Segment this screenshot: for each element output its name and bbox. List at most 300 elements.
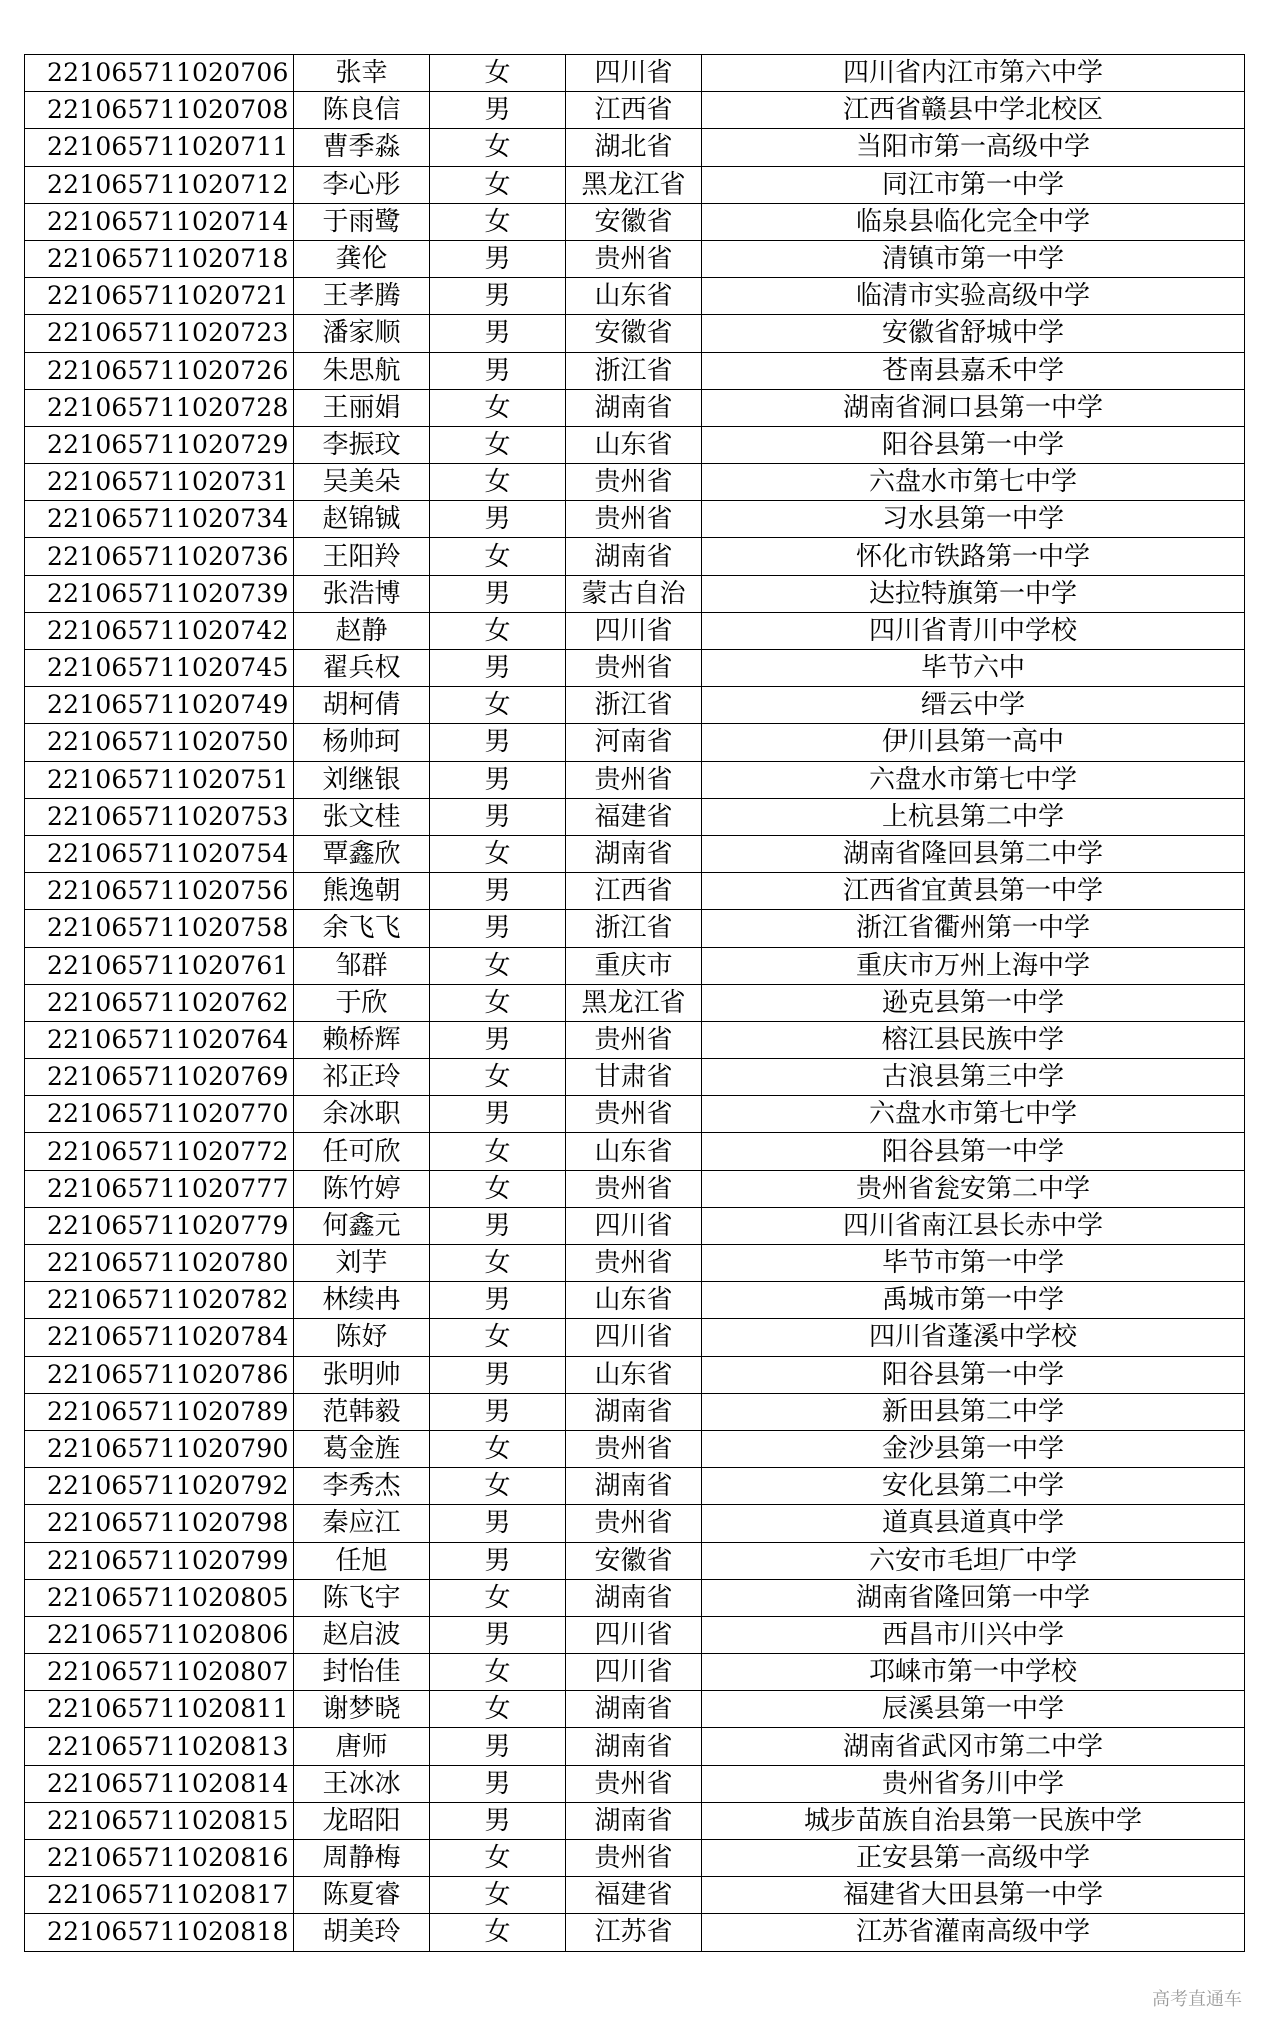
- province-cell: 贵州省: [566, 650, 702, 687]
- school-cell: 上杭县第二中学: [702, 798, 1245, 835]
- student-id-cell: 221065711020750: [25, 724, 294, 761]
- school-cell: 阳谷县第一中学: [702, 426, 1245, 463]
- name-cell: 余飞飞: [294, 910, 430, 947]
- name-cell: 刘继银: [294, 761, 430, 798]
- province-cell: 四川省: [566, 1654, 702, 1691]
- student-id-cell: 221065711020764: [25, 1021, 294, 1058]
- school-cell: 安徽省舒城中学: [702, 315, 1245, 352]
- table-row: [25, 984, 1245, 1021]
- gender-cell: 女: [430, 1468, 566, 1505]
- gender-cell: 女: [430, 1877, 566, 1914]
- name-cell: 杨帅珂: [294, 724, 430, 761]
- gender-cell: 男: [430, 240, 566, 277]
- school-cell: 邛崃市第一中学校: [702, 1654, 1245, 1691]
- school-cell: 六盘水市第七中学: [702, 1096, 1245, 1133]
- table-row: [25, 166, 1245, 203]
- name-cell: 张幸: [294, 55, 430, 92]
- gender-cell: 女: [430, 426, 566, 463]
- gender-cell: 男: [430, 1393, 566, 1430]
- province-cell: 江西省: [566, 92, 702, 129]
- gender-cell: 女: [430, 1245, 566, 1282]
- province-cell: 湖南省: [566, 1393, 702, 1430]
- province-cell: 山东省: [566, 426, 702, 463]
- student-id-cell: 221065711020706: [25, 55, 294, 92]
- name-cell: 陈妤: [294, 1319, 430, 1356]
- name-cell: 王丽娟: [294, 389, 430, 426]
- student-id-cell: 221065711020734: [25, 501, 294, 538]
- student-id-cell: 221065711020817: [25, 1877, 294, 1914]
- table-row: [25, 1319, 1245, 1356]
- school-cell: 六盘水市第七中学: [702, 761, 1245, 798]
- student-id-cell: 221065711020780: [25, 1245, 294, 1282]
- school-cell: 当阳市第一高级中学: [702, 129, 1245, 166]
- school-cell: 四川省青川中学校: [702, 612, 1245, 649]
- student-id-cell: 221065711020782: [25, 1282, 294, 1319]
- name-cell: 范韩毅: [294, 1393, 430, 1430]
- name-cell: 张文桂: [294, 798, 430, 835]
- table-row: [25, 1877, 1245, 1914]
- gender-cell: 男: [430, 278, 566, 315]
- student-id-cell: 221065711020731: [25, 464, 294, 501]
- name-cell: 熊逸朝: [294, 873, 430, 910]
- student-id-cell: 221065711020807: [25, 1654, 294, 1691]
- table-row: [25, 1133, 1245, 1170]
- school-cell: 临清市实验高级中学: [702, 278, 1245, 315]
- province-cell: 浙江省: [566, 910, 702, 947]
- student-id-cell: 221065711020772: [25, 1133, 294, 1170]
- student-id-cell: 221065711020745: [25, 650, 294, 687]
- student-id-cell: 221065711020792: [25, 1468, 294, 1505]
- gender-cell: 女: [430, 129, 566, 166]
- student-id-cell: 221065711020712: [25, 166, 294, 203]
- table-row: [25, 1616, 1245, 1653]
- province-cell: 贵州省: [566, 1430, 702, 1467]
- student-id-cell: 221065711020753: [25, 798, 294, 835]
- table-row: [25, 1728, 1245, 1765]
- gender-cell: 女: [430, 1133, 566, 1170]
- gender-cell: 男: [430, 1207, 566, 1244]
- student-id-cell: 221065711020754: [25, 835, 294, 872]
- gender-cell: 男: [430, 724, 566, 761]
- student-id-cell: 221065711020814: [25, 1765, 294, 1802]
- province-cell: 湖南省: [566, 1691, 702, 1728]
- student-id-cell: 221065711020728: [25, 389, 294, 426]
- province-cell: 湖南省: [566, 1802, 702, 1839]
- school-cell: 禹城市第一中学: [702, 1282, 1245, 1319]
- name-cell: 龙昭阳: [294, 1802, 430, 1839]
- table-row: [25, 910, 1245, 947]
- name-cell: 覃鑫欣: [294, 835, 430, 872]
- table-row: [25, 538, 1245, 575]
- name-cell: 何鑫元: [294, 1207, 430, 1244]
- table-row: [25, 1468, 1245, 1505]
- province-cell: 重庆市: [566, 947, 702, 984]
- school-cell: 毕节市第一中学: [702, 1245, 1245, 1282]
- table-row: [25, 1430, 1245, 1467]
- name-cell: 林续冉: [294, 1282, 430, 1319]
- gender-cell: 男: [430, 761, 566, 798]
- table-row: [25, 1654, 1245, 1691]
- table-row: [25, 798, 1245, 835]
- student-id-cell: 221065711020736: [25, 538, 294, 575]
- student-id-cell: 221065711020816: [25, 1840, 294, 1877]
- student-id-cell: 221065711020751: [25, 761, 294, 798]
- gender-cell: 女: [430, 1059, 566, 1096]
- gender-cell: 女: [430, 166, 566, 203]
- table-row: [25, 1356, 1245, 1393]
- student-id-cell: 221065711020770: [25, 1096, 294, 1133]
- student-id-cell: 221065711020756: [25, 873, 294, 910]
- table-row: [25, 761, 1245, 798]
- name-cell: 封怡佳: [294, 1654, 430, 1691]
- name-cell: 胡柯倩: [294, 687, 430, 724]
- gender-cell: 男: [430, 501, 566, 538]
- student-id-cell: 221065711020762: [25, 984, 294, 1021]
- student-id-cell: 221065711020789: [25, 1393, 294, 1430]
- name-cell: 赵静: [294, 612, 430, 649]
- student-id-cell: 221065711020711: [25, 129, 294, 166]
- province-cell: 黑龙江省: [566, 984, 702, 1021]
- province-cell: 福建省: [566, 1877, 702, 1914]
- province-cell: 贵州省: [566, 501, 702, 538]
- province-cell: 甘肃省: [566, 1059, 702, 1096]
- table-row: [25, 315, 1245, 352]
- table-row: [25, 1691, 1245, 1728]
- school-cell: 安化县第二中学: [702, 1468, 1245, 1505]
- gender-cell: 男: [430, 1021, 566, 1058]
- school-cell: 毕节六中: [702, 650, 1245, 687]
- province-cell: 贵州省: [566, 1765, 702, 1802]
- gender-cell: 男: [430, 873, 566, 910]
- province-cell: 黑龙江省: [566, 166, 702, 203]
- name-cell: 葛金旌: [294, 1430, 430, 1467]
- name-cell: 龚伦: [294, 240, 430, 277]
- school-cell: 江苏省灌南高级中学: [702, 1914, 1245, 1951]
- school-cell: 清镇市第一中学: [702, 240, 1245, 277]
- table-row: [25, 501, 1245, 538]
- student-id-cell: 221065711020758: [25, 910, 294, 947]
- school-cell: 四川省内江市第六中学: [702, 55, 1245, 92]
- school-cell: 西昌市川兴中学: [702, 1616, 1245, 1653]
- school-cell: 六安市毛坦厂中学: [702, 1542, 1245, 1579]
- school-cell: 达拉特旗第一中学: [702, 575, 1245, 612]
- table-row: [25, 1170, 1245, 1207]
- province-cell: 蒙古自治: [566, 575, 702, 612]
- student-id-cell: 221065711020739: [25, 575, 294, 612]
- gender-cell: 女: [430, 1914, 566, 1951]
- gender-cell: 女: [430, 538, 566, 575]
- province-cell: 河南省: [566, 724, 702, 761]
- gender-cell: 女: [430, 947, 566, 984]
- school-cell: 道真县道真中学: [702, 1505, 1245, 1542]
- table-row: [25, 426, 1245, 463]
- table-row: [25, 873, 1245, 910]
- school-cell: 金沙县第一中学: [702, 1430, 1245, 1467]
- name-cell: 李振玟: [294, 426, 430, 463]
- province-cell: 四川省: [566, 612, 702, 649]
- student-id-cell: 221065711020818: [25, 1914, 294, 1951]
- school-cell: 四川省南江县长赤中学: [702, 1207, 1245, 1244]
- school-cell: 贵州省瓮安第二中学: [702, 1170, 1245, 1207]
- name-cell: 赵启波: [294, 1616, 430, 1653]
- school-cell: 城步苗族自治县第一民族中学: [702, 1802, 1245, 1839]
- student-id-cell: 221065711020799: [25, 1542, 294, 1579]
- table-row: [25, 1021, 1245, 1058]
- table-row: [25, 129, 1245, 166]
- province-cell: 湖南省: [566, 538, 702, 575]
- name-cell: 胡美玲: [294, 1914, 430, 1951]
- table-row: [25, 1393, 1245, 1430]
- table-row: [25, 1542, 1245, 1579]
- name-cell: 余冰职: [294, 1096, 430, 1133]
- table-row: [25, 389, 1245, 426]
- table-row: [25, 1914, 1245, 1951]
- table-row: [25, 203, 1245, 240]
- student-id-cell: 221065711020718: [25, 240, 294, 277]
- student-id-cell: 221065711020805: [25, 1579, 294, 1616]
- table-row: [25, 947, 1245, 984]
- school-cell: 江西省赣县中学北校区: [702, 92, 1245, 129]
- province-cell: 四川省: [566, 1207, 702, 1244]
- name-cell: 王冰冰: [294, 1765, 430, 1802]
- name-cell: 陈良信: [294, 92, 430, 129]
- gender-cell: 男: [430, 1616, 566, 1653]
- province-cell: 湖南省: [566, 389, 702, 426]
- school-cell: 浙江省衢州第一中学: [702, 910, 1245, 947]
- gender-cell: 男: [430, 1765, 566, 1802]
- school-cell: 湖南省隆回第一中学: [702, 1579, 1245, 1616]
- province-cell: 四川省: [566, 1616, 702, 1653]
- gender-cell: 男: [430, 650, 566, 687]
- province-cell: 福建省: [566, 798, 702, 835]
- school-cell: 伊川县第一高中: [702, 724, 1245, 761]
- name-cell: 陈飞宇: [294, 1579, 430, 1616]
- province-cell: 湖南省: [566, 1728, 702, 1765]
- table-row: [25, 1245, 1245, 1282]
- name-cell: 于雨鹭: [294, 203, 430, 240]
- province-cell: 贵州省: [566, 464, 702, 501]
- province-cell: 江西省: [566, 873, 702, 910]
- name-cell: 李心彤: [294, 166, 430, 203]
- name-cell: 朱思航: [294, 352, 430, 389]
- province-cell: 贵州省: [566, 1096, 702, 1133]
- name-cell: 张明帅: [294, 1356, 430, 1393]
- school-cell: 六盘水市第七中学: [702, 464, 1245, 501]
- gender-cell: 女: [430, 1579, 566, 1616]
- student-id-cell: 221065711020726: [25, 352, 294, 389]
- student-id-cell: 221065711020749: [25, 687, 294, 724]
- table-row: [25, 724, 1245, 761]
- gender-cell: 女: [430, 1430, 566, 1467]
- province-cell: 江苏省: [566, 1914, 702, 1951]
- province-cell: 贵州省: [566, 1245, 702, 1282]
- school-cell: 重庆市万州上海中学: [702, 947, 1245, 984]
- school-cell: 辰溪县第一中学: [702, 1691, 1245, 1728]
- gender-cell: 男: [430, 1542, 566, 1579]
- student-id-cell: 221065711020798: [25, 1505, 294, 1542]
- gender-cell: 男: [430, 910, 566, 947]
- name-cell: 张浩博: [294, 575, 430, 612]
- student-id-cell: 221065711020721: [25, 278, 294, 315]
- gender-cell: 男: [430, 1728, 566, 1765]
- school-cell: 阳谷县第一中学: [702, 1133, 1245, 1170]
- name-cell: 陈竹婷: [294, 1170, 430, 1207]
- gender-cell: 男: [430, 1356, 566, 1393]
- table-row: [25, 352, 1245, 389]
- name-cell: 于欣: [294, 984, 430, 1021]
- student-id-cell: 221065711020729: [25, 426, 294, 463]
- student-id-cell: 221065711020806: [25, 1616, 294, 1653]
- province-cell: 四川省: [566, 1319, 702, 1356]
- table-row: [25, 1802, 1245, 1839]
- name-cell: 谢梦晓: [294, 1691, 430, 1728]
- student-id-cell: 221065711020761: [25, 947, 294, 984]
- school-cell: 湖南省洞口县第一中学: [702, 389, 1245, 426]
- name-cell: 赵锦铖: [294, 501, 430, 538]
- school-cell: 怀化市铁路第一中学: [702, 538, 1245, 575]
- province-cell: 湖南省: [566, 1579, 702, 1616]
- admission-list-table: [24, 54, 1245, 1952]
- name-cell: 祁正玲: [294, 1059, 430, 1096]
- gender-cell: 男: [430, 1802, 566, 1839]
- gender-cell: 女: [430, 984, 566, 1021]
- gender-cell: 女: [430, 464, 566, 501]
- school-cell: 习水县第一中学: [702, 501, 1245, 538]
- gender-cell: 女: [430, 203, 566, 240]
- school-cell: 福建省大田县第一中学: [702, 1877, 1245, 1914]
- table-row: [25, 612, 1245, 649]
- name-cell: 王阳羚: [294, 538, 430, 575]
- gender-cell: 男: [430, 798, 566, 835]
- province-cell: 贵州省: [566, 1505, 702, 1542]
- student-id-cell: 221065711020777: [25, 1170, 294, 1207]
- name-cell: 秦应江: [294, 1505, 430, 1542]
- table-body: [25, 55, 1245, 1952]
- name-cell: 邹群: [294, 947, 430, 984]
- gender-cell: 男: [430, 315, 566, 352]
- table-row: [25, 1579, 1245, 1616]
- gender-cell: 男: [430, 92, 566, 129]
- province-cell: 安徽省: [566, 203, 702, 240]
- province-cell: 湖南省: [566, 835, 702, 872]
- name-cell: 周静梅: [294, 1840, 430, 1877]
- table-row: [25, 1505, 1245, 1542]
- school-cell: 江西省宜黄县第一中学: [702, 873, 1245, 910]
- table-row: [25, 650, 1245, 687]
- school-cell: 古浪县第三中学: [702, 1059, 1245, 1096]
- gender-cell: 男: [430, 352, 566, 389]
- table-row: [25, 1840, 1245, 1877]
- province-cell: 安徽省: [566, 1542, 702, 1579]
- student-id-cell: 221065711020786: [25, 1356, 294, 1393]
- province-cell: 四川省: [566, 55, 702, 92]
- province-cell: 浙江省: [566, 687, 702, 724]
- gender-cell: 女: [430, 1840, 566, 1877]
- table-row: [25, 1207, 1245, 1244]
- gender-cell: 女: [430, 1691, 566, 1728]
- school-cell: 四川省蓬溪中学校: [702, 1319, 1245, 1356]
- name-cell: 翟兵权: [294, 650, 430, 687]
- gender-cell: 女: [430, 612, 566, 649]
- table-row: [25, 55, 1245, 92]
- name-cell: 陈夏睿: [294, 1877, 430, 1914]
- school-cell: 缙云中学: [702, 687, 1245, 724]
- province-cell: 湖北省: [566, 129, 702, 166]
- school-cell: 临泉县临化完全中学: [702, 203, 1245, 240]
- student-id-cell: 221065711020769: [25, 1059, 294, 1096]
- province-cell: 山东省: [566, 1282, 702, 1319]
- gender-cell: 女: [430, 1170, 566, 1207]
- student-id-cell: 221065711020784: [25, 1319, 294, 1356]
- province-cell: 山东省: [566, 1133, 702, 1170]
- table-row: [25, 835, 1245, 872]
- table-row: [25, 240, 1245, 277]
- student-id-cell: 221065711020815: [25, 1802, 294, 1839]
- student-id-cell: 221065711020742: [25, 612, 294, 649]
- school-cell: 阳谷县第一中学: [702, 1356, 1245, 1393]
- school-cell: 榕江县民族中学: [702, 1021, 1245, 1058]
- school-cell: 湖南省隆回县第二中学: [702, 835, 1245, 872]
- gender-cell: 女: [430, 55, 566, 92]
- table-row: [25, 575, 1245, 612]
- table-row: [25, 1765, 1245, 1802]
- table-row: [25, 1059, 1245, 1096]
- student-id-cell: 221065711020714: [25, 203, 294, 240]
- gender-cell: 男: [430, 575, 566, 612]
- province-cell: 贵州省: [566, 761, 702, 798]
- name-cell: 任可欣: [294, 1133, 430, 1170]
- province-cell: 贵州省: [566, 1840, 702, 1877]
- student-id-cell: 221065711020813: [25, 1728, 294, 1765]
- gender-cell: 男: [430, 1096, 566, 1133]
- school-cell: 新田县第二中学: [702, 1393, 1245, 1430]
- gender-cell: 女: [430, 687, 566, 724]
- name-cell: 唐师: [294, 1728, 430, 1765]
- name-cell: 曹季淼: [294, 129, 430, 166]
- name-cell: 吴美朵: [294, 464, 430, 501]
- gender-cell: 女: [430, 1319, 566, 1356]
- name-cell: 任旭: [294, 1542, 430, 1579]
- province-cell: 山东省: [566, 1356, 702, 1393]
- gender-cell: 女: [430, 389, 566, 426]
- gender-cell: 女: [430, 1654, 566, 1691]
- province-cell: 山东省: [566, 278, 702, 315]
- school-cell: 湖南省武冈市第二中学: [702, 1728, 1245, 1765]
- school-cell: 同江市第一中学: [702, 166, 1245, 203]
- gender-cell: 女: [430, 835, 566, 872]
- table-row: [25, 464, 1245, 501]
- name-cell: 李秀杰: [294, 1468, 430, 1505]
- gender-cell: 男: [430, 1282, 566, 1319]
- student-id-cell: 221065711020723: [25, 315, 294, 352]
- province-cell: 湖南省: [566, 1468, 702, 1505]
- province-cell: 贵州省: [566, 240, 702, 277]
- student-id-cell: 221065711020790: [25, 1430, 294, 1467]
- school-cell: 正安县第一高级中学: [702, 1840, 1245, 1877]
- name-cell: 刘芋: [294, 1245, 430, 1282]
- school-cell: 苍南县嘉禾中学: [702, 352, 1245, 389]
- table-row: [25, 92, 1245, 129]
- province-cell: 安徽省: [566, 315, 702, 352]
- student-id-cell: 221065711020708: [25, 92, 294, 129]
- table-row: [25, 1282, 1245, 1319]
- province-cell: 贵州省: [566, 1021, 702, 1058]
- student-id-cell: 221065711020811: [25, 1691, 294, 1728]
- name-cell: 王孝腾: [294, 278, 430, 315]
- school-cell: 逊克县第一中学: [702, 984, 1245, 1021]
- table-row: [25, 687, 1245, 724]
- watermark-text: 高考直通车: [1152, 1989, 1242, 2010]
